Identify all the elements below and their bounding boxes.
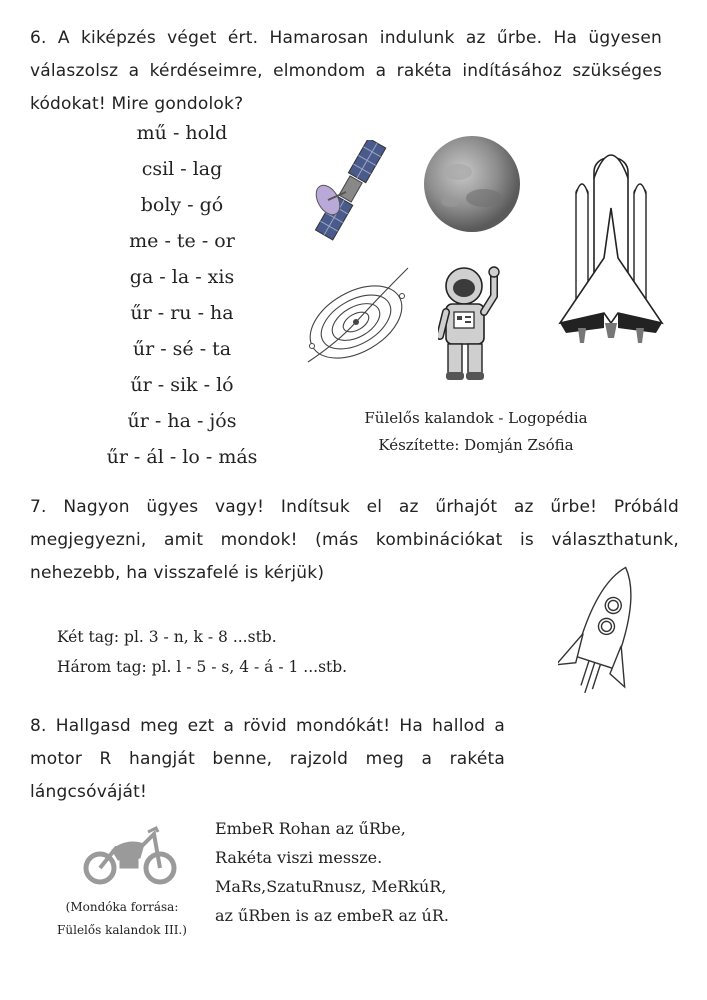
syllable-item: mű - hold (136, 122, 228, 144)
section-6-line-1: 6. A kiképzés véget ért. Hamarosan indulunk az űrbe. Ha ügyesen (30, 28, 662, 48)
astronaut-icon (438, 262, 508, 384)
syllable-item: űr - ha - jós (127, 410, 237, 432)
moon-icon (420, 132, 524, 236)
section-8-line-3: lángcsóváját! (30, 782, 148, 802)
syllable-item: csil - lag (141, 158, 223, 180)
source-line-1: (Mondóka forrása: (65, 900, 179, 914)
syllable-item: űr - ru - ha (130, 302, 234, 324)
section-7-line-3: nehezebb, ha visszafelé is kérjük) (30, 563, 325, 583)
credit-line-2: Készítette: Domján Zsófia (378, 436, 574, 454)
section-8-instructions (30, 710, 505, 809)
section-8-line-2: motor R hangját benne, rajzold meg a rakéta (30, 749, 505, 769)
rhyme-line-3: MaRs,SzatuRnusz, MeRkúR, (215, 877, 447, 896)
section-7-line-2: megjegyezni, amit mondok! (más kombinációkat is választhatunk, (30, 530, 679, 550)
syllable-item: űr - ál - lo - más (106, 446, 258, 468)
section-7-line-1: 7. Nagyon ügyes vagy! Indítsuk el az űrhajót az űrbe! Próbáld (30, 497, 679, 517)
three-item-combo: Három tag: pl. l - 5 - s, 4 - á - 1 ...stb. (57, 658, 348, 676)
section-6-line-3: kódokat! Mire gondolok? (30, 94, 244, 114)
galaxy-icon (298, 262, 414, 380)
credit-line-1: Fülelős kalandok - Logopédia (364, 409, 588, 427)
rhyme-line-4: az űRben is az embeR az úR. (215, 906, 449, 925)
section-8-line-1: 8. Hallgasd meg ezt a rövid mondókát! Ha hallod a (30, 716, 505, 736)
rhyme-text (215, 814, 449, 930)
rocket-icon (558, 560, 650, 708)
syllable-item: ga - la - xis (129, 266, 235, 288)
motorcycle-icon (82, 824, 178, 886)
section-6-instructions (30, 22, 662, 121)
rhyme-line-2: Rakéta viszi messze. (215, 848, 383, 867)
source-line-2: Fülelős kalandok III.) (57, 923, 187, 937)
space-shuttle-icon (556, 138, 666, 360)
syllable-item: boly - gó (140, 194, 224, 216)
syllable-item: űr - sé - ta (132, 338, 232, 360)
two-item-combo: Két tag: pl. 3 - n, k - 8 ...stb. (57, 628, 277, 646)
syllable-item: me - te - or (129, 230, 235, 252)
satellite-icon (306, 140, 416, 250)
syllable-item: űr - sik - ló (130, 374, 234, 396)
rhyme-line-1: EmbeR Rohan az űRbe, (215, 819, 406, 838)
section-6-line-2: válaszolsz a kérdéseimre, elmondom a rakéta indításához szükséges (30, 61, 662, 81)
